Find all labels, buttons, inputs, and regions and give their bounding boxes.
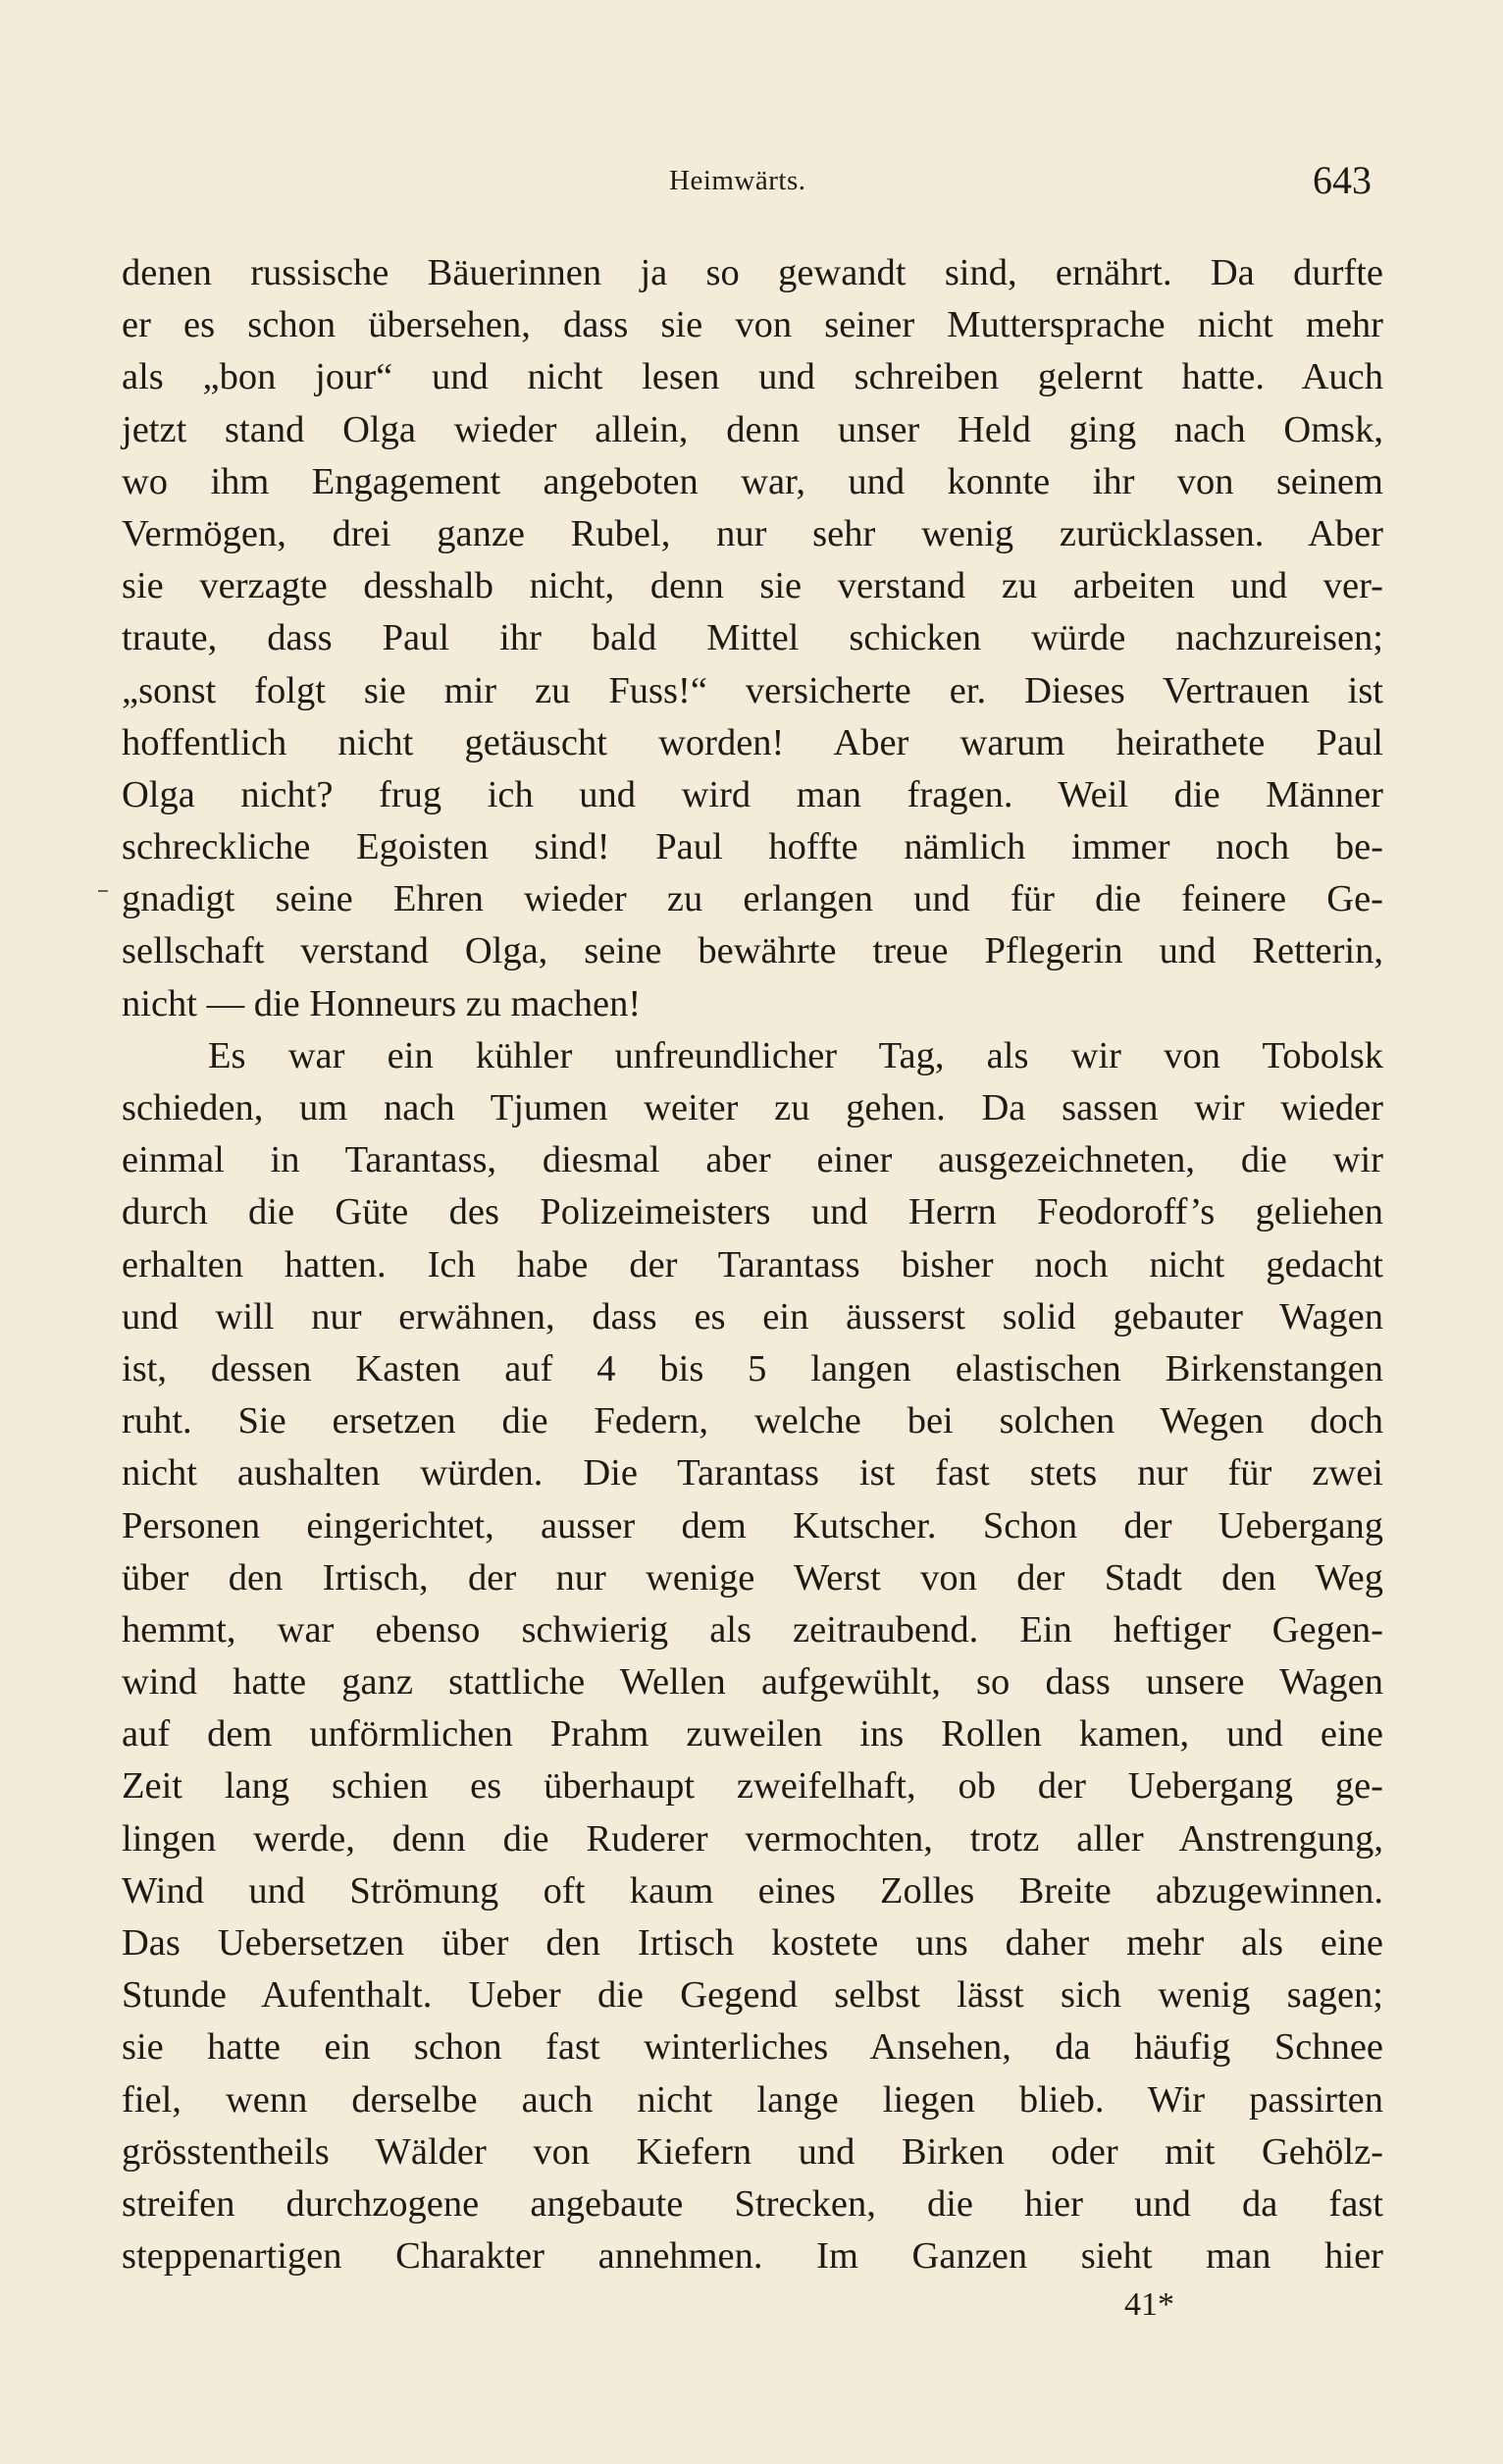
text-line: Vermögen, drei ganze Rubel, nur sehr wenig zurücklassen. Aber: [122, 512, 1383, 554]
text-line: als „bon jour“ und nicht lesen und schreiben gelernt hatte. Auch: [122, 356, 1383, 398]
body-text: [122, 247, 1383, 2282]
text-line: erhalten hatten. Ich habe der Tarantass bisher noch nicht gedacht: [122, 1243, 1383, 1285]
text-line: grösstentheils Wälder von Kiefern und Birken oder mit Gehölz-: [122, 2130, 1383, 2173]
text-line: Olga nicht? frug ich und wird man fragen. Weil die Männer: [122, 773, 1383, 815]
text-line: streifen durchzogene angebaute Strecken, die hier und da fast: [122, 2182, 1383, 2225]
signature-mark: 41*: [1124, 2286, 1174, 2323]
page-number: 643: [1313, 158, 1372, 202]
text-line: hoffentlich nicht getäuscht worden! Aber warum heirathete Paul: [122, 721, 1383, 763]
text-line: Stunde Aufenthalt. Ueber die Gegend selbst lässt sich wenig sagen;: [122, 1974, 1383, 2017]
text-line: jetzt stand Olga wieder allein, denn unser Held ging nach Omsk,: [122, 408, 1383, 450]
text-line: sie verzagte desshalb nicht, denn sie verstand zu arbeiten und ver-: [122, 565, 1383, 607]
text-line: wind hatte ganz stattliche Wellen aufgewühlt, so dass unsere Wagen: [122, 1661, 1383, 1704]
text-line: Wind und Strömung oft kaum eines Zolles Breite abzugewinnen.: [122, 1869, 1383, 1912]
text-line: Personen eingerichtet, ausser dem Kutscher. Schon der Uebergang: [122, 1504, 1383, 1547]
text-line: wo ihm Engagement angeboten war, und konnte ihr von seinem: [122, 460, 1383, 502]
margin-mark: [98, 890, 108, 892]
text-line: er es schon übersehen, dass sie von seiner Muttersprache nicht mehr: [122, 304, 1383, 346]
text-line: sellschaft verstand Olga, seine bewährte treue Pflegerin und Retterin,: [122, 930, 1383, 972]
text-line: hemmt, war ebenso schwierig als zeitraubend. Ein heftiger Gegen-: [122, 1608, 1383, 1651]
text-line: fiel, wenn derselbe auch nicht lange liegen blieb. Wir passirten: [122, 2078, 1383, 2121]
text-line: Zeit lang schien es überhaupt zweifelhaft, ob der Uebergang ge-: [122, 1765, 1383, 1808]
text-line-paragraph-end: nicht — die Honneurs zu machen!: [122, 982, 642, 1024]
text-line: gnadigt seine Ehren wieder zu erlangen und für die feinere Ge-: [122, 878, 1383, 920]
text-line: denen russische Bäuerinnen ja so gewandt sind, ernährt. Da durfte: [122, 252, 1383, 293]
text-line: über den Irtisch, der nur wenige Werst von der Stadt den Weg: [122, 1556, 1383, 1599]
running-title: Heimwärts.: [669, 165, 806, 196]
text-line: und will nur erwähnen, dass es ein äusserst solid gebauter Wagen: [122, 1295, 1383, 1337]
text-line-paragraph-start: Es war ein kühler unfreundlicher Tag, als wir von Tobolsk: [208, 1034, 1383, 1076]
text-line: sie hatte ein schon fast winterliches Ansehen, da häufig Schnee: [122, 2026, 1383, 2069]
text-line: auf dem unförmlichen Prahm zuweilen ins Rollen kamen, und eine: [122, 1713, 1383, 1756]
text-line: schieden, um nach Tjumen weiter zu gehen. Da sassen wir wieder: [122, 1087, 1383, 1128]
text-line: nicht aushalten würden. Die Tarantass ist fast stets nur für zwei: [122, 1452, 1383, 1494]
text-line: Das Uebersetzen über den Irtisch kostete uns daher mehr als eine: [122, 1922, 1383, 1964]
text-line: einmal in Tarantass, diesmal aber einer ausgezeichneten, die wir: [122, 1139, 1383, 1181]
page-header: [0, 157, 1503, 216]
text-line: ruht. Sie ersetzen die Federn, welche bei solchen Wegen doch: [122, 1400, 1383, 1442]
text-line: durch die Güte des Polizeimeisters und Herrn Feodoroff’s geliehen: [122, 1191, 1383, 1233]
text-line: traute, dass Paul ihr bald Mittel schicken würde nachzureisen;: [122, 617, 1383, 659]
text-line: ist, dessen Kasten auf 4 bis 5 langen elastischen Birkenstangen: [122, 1347, 1383, 1389]
text-line: lingen werde, denn die Ruderer vermochten, trotz aller Anstrengung,: [122, 1817, 1383, 1860]
text-line: „sonst folgt sie mir zu Fuss!“ versicherte er. Dieses Vertrauen ist: [122, 669, 1383, 711]
text-line: steppenartigen Charakter annehmen. Im Ganzen sieht man hier: [122, 2235, 1383, 2278]
text-line: schreckliche Egoisten sind! Paul hoffte nämlich immer noch be-: [122, 826, 1383, 868]
